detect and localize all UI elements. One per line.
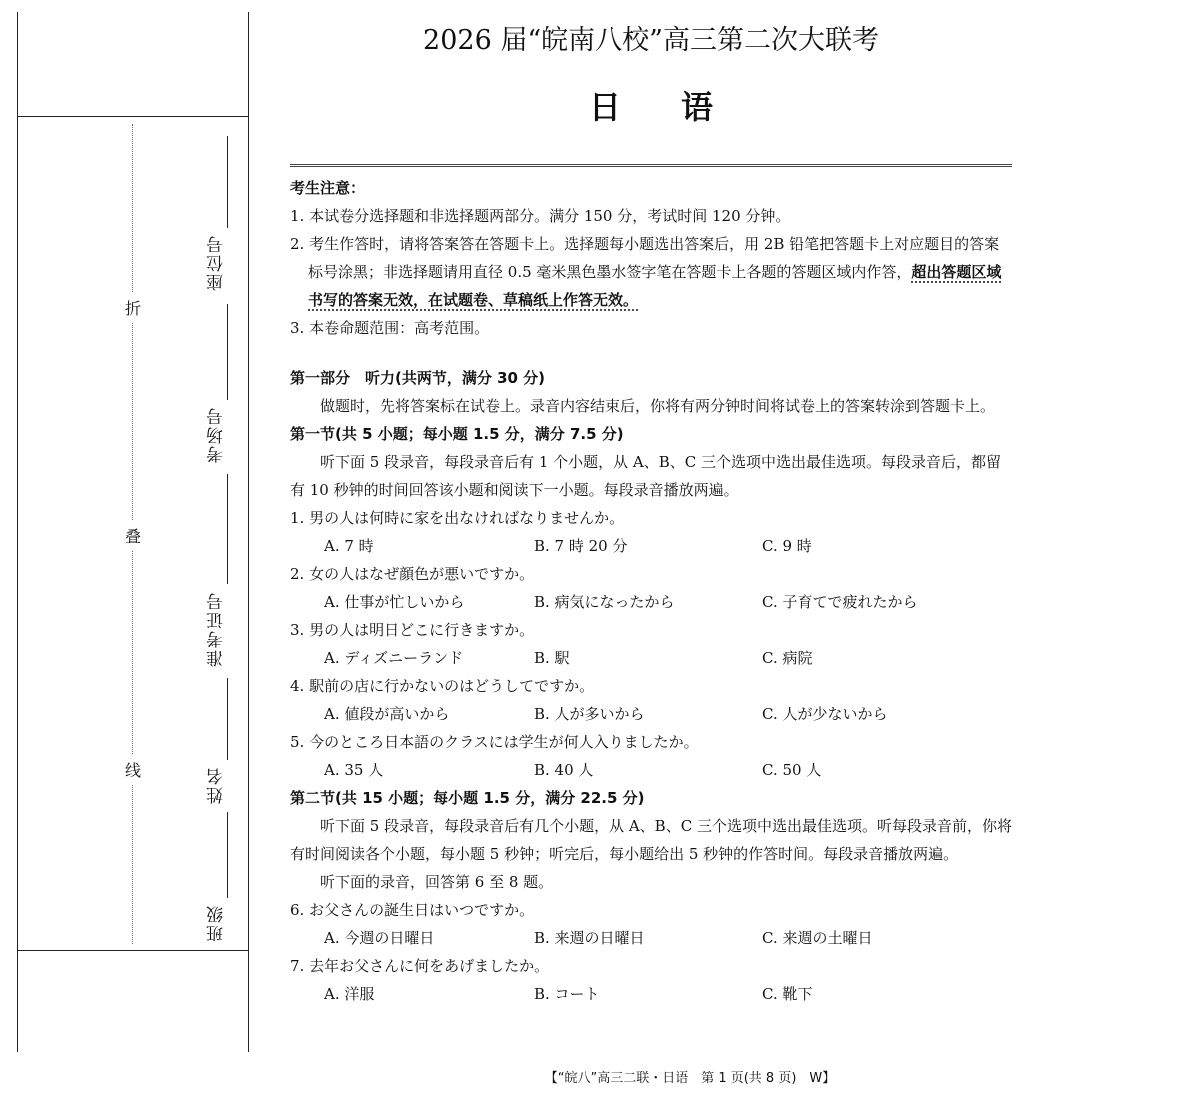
notice-item-2-emphasis: 超出答题区域书写的答案无效，在试题卷、草稿纸上作答无效。 bbox=[308, 263, 1002, 309]
fold-char-2: 叠 bbox=[122, 520, 144, 551]
admission-ticket-number-label: 准考证号 bbox=[207, 591, 227, 667]
question-3: 3. 男の人は明日どこに行きますか。 bbox=[290, 621, 535, 639]
question-1-options bbox=[290, 532, 1012, 560]
page-footer: 【“皖八”高三二联・日语 第 1 页(共 8 页) W】 bbox=[544, 1071, 836, 1086]
q4-option-a: A. 値段が高いから bbox=[324, 705, 450, 723]
section1-heading: 第一节(共 5 小题；每小题 1.5 分，满分 7.5 分) bbox=[290, 425, 624, 443]
notice-item-1: 1. 本试卷分选择题和非选择题两部分。满分 150 分，考试时间 120 分钟。 bbox=[290, 207, 791, 225]
question-4-options bbox=[290, 700, 1012, 728]
admission-ticket-number-line[interactable] bbox=[227, 474, 228, 584]
q7-option-b: B. コート bbox=[534, 985, 600, 1003]
q3-option-b: B. 駅 bbox=[534, 649, 570, 667]
class-label: 班级 bbox=[207, 904, 227, 942]
binding-margin bbox=[17, 12, 249, 1052]
question-3-options bbox=[290, 644, 1012, 672]
notice-label: 考生注意： bbox=[290, 179, 366, 197]
notice-item-3: 3. 本卷命题范围：高考范围。 bbox=[290, 319, 490, 337]
q2-option-a: A. 仕事が忙しいから bbox=[324, 593, 465, 611]
exam-room-number-line[interactable] bbox=[227, 304, 228, 400]
q6-option-b: B. 来週の日曜日 bbox=[534, 929, 645, 947]
part1-intro: 做题时，先将答案标在试卷上。录音内容结束后，你将有两分钟时间将试卷上的答案转涂到答题卡上。 bbox=[320, 397, 996, 415]
section1-intro: 听下面 5 段录音，每段录音后有 1 个小题，从 A、B、C 三个选项中选出最佳选项。每段录音后，都留有 10 秒钟的时间回答该小题和阅读下一小题。每段录音播放两遍。 bbox=[290, 453, 1002, 499]
question-7: 7. 去年お父さんに何をあげましたか。 bbox=[290, 957, 550, 975]
q1-option-a: A. 7 時 bbox=[324, 537, 374, 555]
notice-item-2-text: 2. 考生作答时，请将答案答在答题卡上。选择题每小题选出答案后，用 2B 铅笔把答题卡上对应题目的答案标号涂黑；非选择题请用直径 0.5 毫米黑色墨水签字笔在答题卡上各题的答题区域内作答， bbox=[290, 235, 1000, 281]
question-6: 6. お父さんの誕生日はいつですか。 bbox=[290, 901, 535, 919]
class-line[interactable] bbox=[227, 812, 228, 898]
q5-option-b: B. 40 人 bbox=[534, 761, 594, 779]
notice-item-2 bbox=[290, 230, 1012, 314]
name-label: 姓名 bbox=[207, 766, 227, 804]
q5-option-c: C. 50 人 bbox=[762, 761, 822, 779]
q6-option-a: A. 今週の日曜日 bbox=[324, 929, 435, 947]
seat-number-line[interactable] bbox=[227, 136, 228, 228]
question-2: 2. 女の人はなぜ顔色が悪いですか。 bbox=[290, 565, 535, 583]
exam-content bbox=[290, 174, 1012, 1008]
question-5: 5. 今のところ日本語のクラスには学生が何人入りましたか。 bbox=[290, 733, 699, 751]
margin-top-divider bbox=[18, 116, 248, 117]
section2-intro: 听下面 5 段录音，每段录音后有几个小题，从 A、B、C 三个选项中选出最佳选项。听每段录音前，你将有时间阅读各个小题，每小题 5 秒钟；听完后，每小题给出 5 秒钟的作答时间。每段录音播放两遍。 bbox=[290, 817, 1012, 863]
name-line[interactable] bbox=[227, 678, 228, 760]
subject-title: 日语 bbox=[588, 88, 773, 126]
question-1: 1. 男の人は何時に家を出なければなりませんか。 bbox=[290, 509, 625, 527]
q4-option-b: B. 人が多いから bbox=[534, 705, 645, 723]
fold-char-1: 折 bbox=[122, 292, 144, 323]
q5-option-a: A. 35 人 bbox=[324, 761, 384, 779]
seat-number-label: 座位号 bbox=[207, 234, 227, 292]
section2-heading: 第二节(共 15 小题；每小题 1.5 分，满分 22.5 分) bbox=[290, 789, 645, 807]
exam-title: 2026 届“皖南八校”高三第二次大联考 bbox=[423, 25, 879, 56]
q2-option-c: C. 子育てで疲れたから bbox=[762, 593, 918, 611]
question-7-options bbox=[290, 980, 1012, 1008]
question-2-options bbox=[290, 588, 1012, 616]
margin-bottom-divider bbox=[18, 950, 248, 951]
q3-option-a: A. ディズニーランド bbox=[324, 649, 464, 667]
question-6-options bbox=[290, 924, 1012, 952]
fold-char-3: 线 bbox=[122, 754, 144, 785]
q6-option-c: C. 来週の土曜日 bbox=[762, 929, 873, 947]
q3-option-c: C. 病院 bbox=[762, 649, 813, 667]
q1-option-c: C. 9 時 bbox=[762, 537, 812, 555]
question-4: 4. 駅前の店に行かないのはどうしてですか。 bbox=[290, 677, 595, 695]
header-double-rule bbox=[290, 164, 1012, 171]
q4-option-c: C. 人が少ないから bbox=[762, 705, 888, 723]
q7-option-c: C. 靴下 bbox=[762, 985, 813, 1003]
q2-option-b: B. 病気になったから bbox=[534, 593, 675, 611]
question-5-options bbox=[290, 756, 1012, 784]
part1-heading: 第一部分 听力(共两节，满分 30 分) bbox=[290, 369, 546, 387]
section2-sub-intro: 听下面的录音，回答第 6 至 8 题。 bbox=[320, 873, 554, 891]
exam-room-number-label: 考场号 bbox=[207, 406, 227, 464]
q1-option-b: B. 7 時 20 分 bbox=[534, 537, 628, 555]
q7-option-a: A. 洋服 bbox=[324, 985, 375, 1003]
